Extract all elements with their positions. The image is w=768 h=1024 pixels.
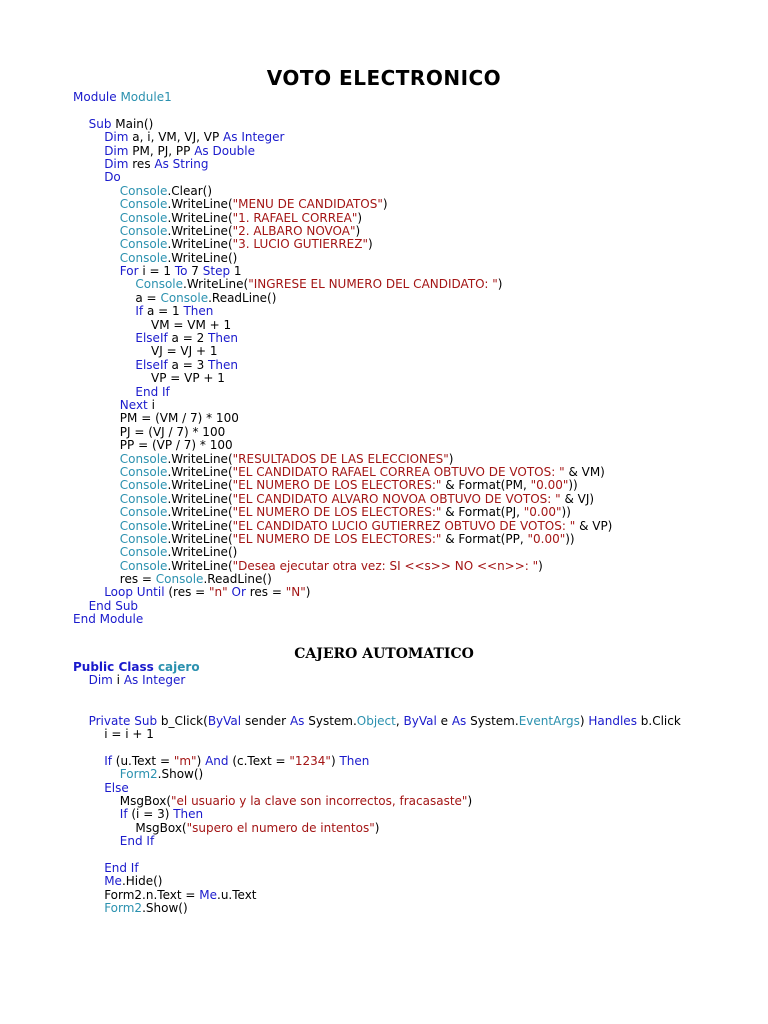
code-token: Dim [104, 130, 133, 145]
code-token: i [116, 673, 124, 688]
code-token: MsgBox( [119, 793, 172, 808]
code-line [73, 902, 681, 915]
code-token: Public Class [73, 660, 158, 674]
code-token: .WriteLine() [167, 250, 238, 265]
code-token: ) [579, 713, 589, 728]
code-token: Step [202, 264, 234, 279]
code-token: Me [199, 887, 217, 902]
code-line [73, 386, 612, 399]
code-token: Console [119, 197, 168, 212]
code-token: Form2 [104, 901, 143, 916]
code-line [73, 412, 612, 425]
code-token: As [289, 713, 309, 728]
code-token: "EL CANDIDATO LUCIO GUTIERREZ OBTUVO DE VOTOS: " [232, 518, 576, 533]
code-token: End Module [73, 612, 144, 627]
code-token: Console [119, 237, 168, 252]
code-token: & VP) [575, 518, 613, 533]
code-token: 7 [191, 264, 203, 279]
code-token: .Hide() [121, 874, 163, 889]
code-token: 1 [233, 264, 242, 279]
code-token: & VM) [564, 464, 605, 479]
code-token: ByVal [403, 713, 441, 728]
code-token: End If [119, 834, 155, 849]
code-line [73, 399, 612, 412]
code-token: End If [104, 860, 139, 875]
code-token: Console [160, 290, 209, 305]
code-line [73, 238, 612, 251]
code-token: .WriteLine( [167, 210, 233, 225]
code-line [73, 688, 681, 701]
code-token: (i = 3) [131, 807, 174, 822]
code-token: .ReadLine() [203, 572, 272, 587]
code-line [73, 359, 612, 372]
code-line [73, 782, 681, 795]
code-token: ) [368, 237, 373, 252]
code-token: Console [119, 183, 168, 198]
code-token: If [104, 753, 116, 768]
code-token: b_Click( [160, 713, 208, 728]
code-line [73, 875, 681, 888]
code-token: (c.Text = [232, 753, 290, 768]
code-line [73, 728, 681, 741]
code-line [73, 795, 681, 808]
code-token: ) [330, 753, 340, 768]
code-line [73, 131, 612, 144]
code-token: a, i, VM, VJ, VP [132, 130, 224, 145]
code-token: .WriteLine( [183, 277, 249, 292]
code-token: b.Click [640, 713, 681, 728]
code-token: If [119, 807, 132, 822]
code-line [73, 479, 612, 492]
code-token: Module1 [120, 90, 172, 104]
code-line [73, 715, 681, 728]
code-token: "0.00" [523, 505, 562, 520]
code-token: ) [196, 753, 206, 768]
code-token: Console [119, 210, 168, 225]
code-token: PJ = (VJ / 7) * 100 [119, 424, 226, 439]
code-token: ElseIf [135, 357, 172, 372]
code-token: Next [119, 397, 152, 412]
code-token: Handles [588, 713, 641, 728]
code-token: ) [355, 223, 361, 238]
code-line [73, 171, 612, 184]
code-token: Then [173, 807, 204, 822]
code-block-voto [73, 91, 612, 627]
code-token: .Clear() [167, 183, 212, 198]
code-line [73, 600, 612, 613]
code-line [73, 560, 612, 573]
code-token: Then [208, 331, 238, 346]
code-token: "1234" [289, 753, 331, 768]
code-token: .WriteLine( [167, 531, 233, 546]
code-token: a = 3 [171, 357, 209, 372]
code-token: As String [154, 156, 209, 171]
code-token: Then [183, 304, 214, 319]
code-line [73, 225, 612, 238]
code-token: .ReadLine() [208, 290, 277, 305]
code-token: Me [104, 874, 122, 889]
code-token: )) [561, 505, 571, 520]
code-line [73, 185, 612, 198]
code-token: End Sub [88, 598, 139, 613]
code-token: Until [136, 585, 169, 600]
code-token: (u.Text = [115, 753, 174, 768]
code-token: i [151, 397, 155, 412]
code-token: As Integer [123, 673, 186, 688]
code-line [73, 613, 612, 626]
code-token: .u.Text [217, 887, 257, 902]
page-title: VOTO ELECTRONICO [266, 66, 502, 90]
code-line [73, 546, 612, 559]
code-token: Loop [104, 585, 137, 600]
code-token: Console [119, 451, 168, 466]
code-token: ByVal [207, 713, 245, 728]
code-line [73, 822, 681, 835]
code-line [73, 466, 612, 479]
code-token: Then [339, 753, 370, 768]
code-line [73, 305, 612, 318]
code-line [73, 278, 612, 291]
code-token: sender [244, 713, 290, 728]
code-line [73, 808, 681, 821]
code-line [73, 439, 612, 452]
code-token: , [395, 713, 404, 728]
code-token: ) [357, 210, 363, 225]
code-token: "Desea ejecutar otra vez: SI <<s>> NO <<n>>: " [232, 558, 539, 573]
code-token: a = 1 [146, 304, 184, 319]
code-line [73, 755, 681, 768]
code-token: & Format(PP, [441, 531, 528, 546]
code-token: ) [538, 558, 543, 573]
code-token: And [205, 753, 233, 768]
code-token: i = i + 1 [104, 726, 154, 741]
code-line [73, 212, 612, 225]
code-line [73, 265, 612, 278]
code-token: "RESULTADOS DE LAS ELECCIONES" [232, 451, 449, 466]
code-token: & Format(PM, [441, 478, 531, 493]
code-token: .WriteLine( [167, 464, 233, 479]
code-token: a = 2 [171, 331, 209, 346]
code-token: As [451, 713, 471, 728]
code-token: "EL NUMERO DE LOS ELECTORES:" [232, 531, 442, 546]
code-token: Dim [88, 673, 117, 688]
code-token: ) [467, 793, 473, 808]
code-token: & Format(PJ, [441, 505, 524, 520]
code-token: MsgBox( [135, 820, 187, 835]
code-token: Console [119, 505, 168, 520]
code-token: Main() [115, 116, 154, 131]
code-token: Sub [88, 116, 116, 131]
code-token: cajero [157, 660, 200, 674]
code-line [73, 345, 612, 358]
code-token: Console [155, 572, 204, 587]
code-token: Dim [104, 143, 133, 158]
code-token: "INGRESE EL NUMERO DEL CANDIDATO: " [248, 277, 498, 292]
code-token: Private Sub [88, 713, 161, 728]
code-token: .Show() [142, 901, 188, 916]
code-line [73, 426, 612, 439]
code-token: i = 1 [142, 264, 175, 279]
code-token: .WriteLine( [167, 478, 233, 493]
code-line [73, 586, 612, 599]
code-token: Console [119, 464, 168, 479]
code-line [73, 198, 612, 211]
code-token: ) [374, 820, 380, 835]
code-token: Console [119, 223, 168, 238]
code-token: Module [73, 90, 121, 104]
code-token: "3. LUCIO GUTIERREZ" [232, 237, 368, 252]
code-token: VJ = VJ + 1 [151, 344, 218, 359]
code-token: VM = VM + 1 [151, 317, 232, 332]
code-token: To [174, 264, 192, 279]
code-token: .WriteLine( [167, 237, 233, 252]
code-line [73, 372, 612, 385]
code-token: "n" [209, 585, 228, 600]
code-token: System. [308, 713, 357, 728]
code-token: Dim [104, 156, 133, 171]
code-line [73, 768, 681, 781]
code-line [73, 104, 612, 117]
code-line [73, 835, 681, 848]
code-token: .WriteLine( [167, 451, 233, 466]
code-token: ) [382, 197, 388, 212]
code-token: e [440, 713, 452, 728]
code-line [73, 701, 681, 714]
code-token: .WriteLine( [167, 491, 233, 506]
code-token: "m" [173, 753, 197, 768]
code-token: res = [119, 572, 156, 587]
code-line [73, 145, 612, 158]
code-token: "EL NUMERO DE LOS ELECTORES:" [232, 505, 442, 520]
section-title: CAJERO AUTOMATICO [294, 646, 474, 662]
code-token: "MENU DE CANDIDATOS" [232, 197, 383, 212]
code-token: Console [119, 250, 168, 265]
code-token: )) [565, 531, 575, 546]
code-token: Else [104, 780, 129, 795]
code-token: EventArgs [518, 713, 580, 728]
code-token: ) [305, 585, 311, 600]
code-line [73, 889, 681, 902]
code-token: .WriteLine( [167, 518, 233, 533]
code-line [73, 453, 612, 466]
code-line [73, 292, 612, 305]
code-line [73, 573, 612, 586]
code-line [73, 520, 612, 533]
code-token: ) [497, 277, 503, 292]
code-token: & VJ) [560, 491, 595, 506]
code-token: "N" [285, 585, 306, 600]
code-token: Console [119, 545, 168, 560]
code-line [73, 332, 612, 345]
code-line [73, 252, 612, 265]
code-token: "EL CANDIDATO RAFAEL CORREA OBTUVO DE VOTOS: " [232, 464, 565, 479]
code-token: res = [249, 585, 286, 600]
code-token: "EL CANDIDATO ALVARO NOVOA OBTUVO DE VOTOS: " [232, 491, 561, 506]
code-token: System. [470, 713, 519, 728]
code-line [73, 158, 612, 171]
code-token: .WriteLine( [167, 197, 233, 212]
code-token: "0.00" [527, 531, 566, 546]
code-token: Console [119, 531, 168, 546]
code-token: End If [135, 384, 170, 399]
code-token: Console [135, 277, 184, 292]
code-token: a = [135, 290, 161, 305]
code-token: PP = (VP / 7) * 100 [119, 438, 233, 453]
code-token: "0.00" [530, 478, 569, 493]
code-token: ) [448, 451, 454, 466]
code-token: "2. ALBARO NOVOA" [232, 223, 356, 238]
code-token: )) [568, 478, 578, 493]
code-token: "supero el numero de intentos" [186, 820, 375, 835]
code-token: .WriteLine( [167, 505, 233, 520]
code-line [73, 674, 681, 687]
code-token: If [135, 304, 147, 319]
code-line [73, 848, 681, 861]
code-token: "el usuario y la clave son incorrectos, fracasaste" [171, 793, 468, 808]
code-line [73, 506, 612, 519]
code-token: .WriteLine( [167, 223, 233, 238]
code-line [73, 661, 681, 674]
code-token: Form2.n.Text = [104, 887, 200, 902]
code-line [73, 741, 681, 754]
code-token: (res = [168, 585, 210, 600]
code-token: Console [119, 558, 168, 573]
code-token: Console [119, 518, 168, 533]
code-line [73, 493, 612, 506]
code-token: Console [119, 491, 168, 506]
code-token: .WriteLine() [167, 545, 238, 560]
code-block-cajero [73, 661, 681, 915]
code-token: VP = VP + 1 [151, 371, 225, 386]
code-line [73, 319, 612, 332]
code-line [73, 118, 612, 131]
code-token: As Double [194, 143, 255, 158]
code-token: .Show() [157, 767, 204, 782]
code-token: PM = (VM / 7) * 100 [119, 411, 239, 426]
code-token: Object [356, 713, 396, 728]
code-token: Form2 [119, 767, 158, 782]
code-line [73, 533, 612, 546]
code-token: "1. RAFAEL CORREA" [232, 210, 358, 225]
code-token: PM, PJ, PP [132, 143, 195, 158]
code-token: res [132, 156, 155, 171]
code-token: .WriteLine( [167, 558, 233, 573]
code-token: Then [208, 357, 238, 372]
code-token: Or [231, 585, 250, 600]
code-token: ElseIf [135, 331, 172, 346]
code-token: "EL NUMERO DE LOS ELECTORES:" [232, 478, 442, 493]
code-token: Console [119, 478, 168, 493]
code-token: Do [104, 170, 121, 185]
code-token: As Integer [223, 130, 285, 145]
code-line [73, 91, 612, 104]
code-line [73, 862, 681, 875]
code-token: For [119, 264, 143, 279]
